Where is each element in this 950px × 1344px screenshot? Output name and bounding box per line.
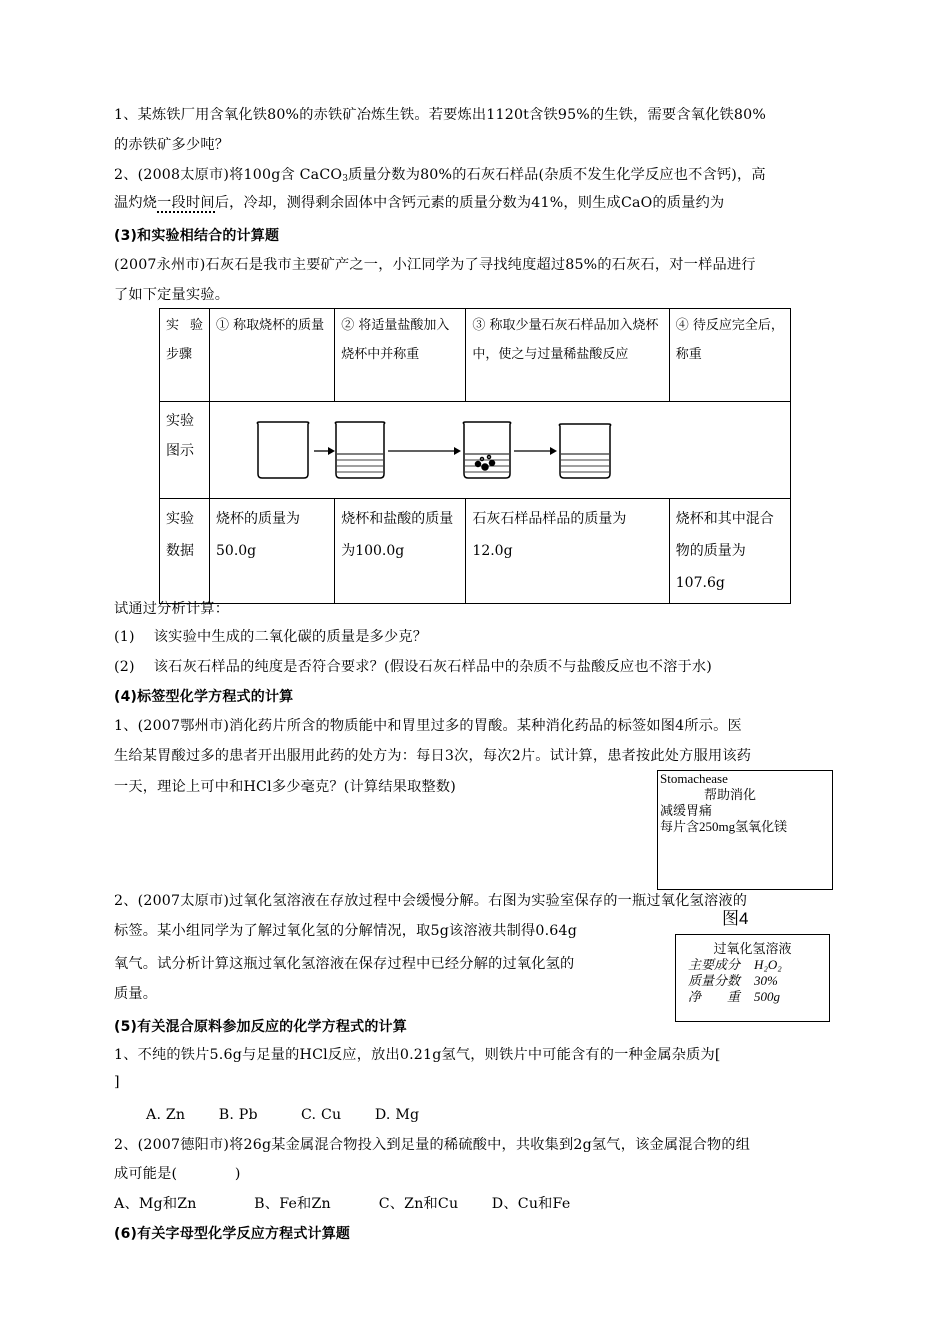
table-cell: 烧杯和盐酸的质量为100.0g xyxy=(335,499,466,604)
analysis-prompt: 试通过分析计算： xyxy=(114,601,230,617)
problem-2-line-1 xyxy=(114,164,766,184)
arrow-3 xyxy=(514,447,557,455)
question-1: (1) 该实验中生成的二氧化碳的质量是多少克？ xyxy=(114,629,428,645)
section-5-question-2-options: A、Mg和Zn B、Fe和Zn C、Zn和Cu D、Cu和Fe xyxy=(114,1196,571,1212)
section-3-heading: (3)和实验相结合的计算题 xyxy=(114,228,280,244)
section-3-intro-line-2: 了如下定量实验。 xyxy=(114,287,230,303)
experiment-diagram-cell xyxy=(210,402,791,499)
label-line: 帮助消化 xyxy=(704,787,757,802)
problem-2-text-c: 温灼烧 xyxy=(114,195,158,211)
table-row-steps xyxy=(160,309,791,402)
beaker-diagram xyxy=(210,402,790,488)
h2o2-key: 净 重 xyxy=(688,989,741,1004)
beaker-reaction xyxy=(463,422,510,478)
section-4-problem-2-line-2: 标签。某小组同学为了解过氧化氢的分解情况，取5g该溶液共制得0.64g xyxy=(114,923,578,939)
section-6-heading: (6)有关字母型化学反应方程式计算题 xyxy=(114,1226,351,1242)
section-4-problem-1-line-2: 生给某胃酸过多的患者开出服用此药的处方为：每日3次，每次2片。试计算，患者按此处方服用该药 xyxy=(114,748,752,764)
table-cell: 烧杯和其中混合物的质量为107.6g xyxy=(669,499,790,604)
h2o2-label-row xyxy=(676,973,829,989)
beaker-acid xyxy=(335,422,384,478)
question-2: (2) 该石灰石样品的纯度是否符合要求？(假设石灰石样品中的杂质不与盐酸反应也不溶于水) xyxy=(114,659,712,675)
problem-1-line-1: 1、某炼铁厂用含氧化铁80%的赤铁矿冶炼生铁。若要炼出1120t含铁95%的生铁，需要含氧化铁80% xyxy=(114,107,767,123)
h2o2-value: 30% xyxy=(754,973,778,988)
label-product-name: Stomachease xyxy=(660,771,728,786)
table-cell: 实验图示 xyxy=(160,402,210,499)
problem-2-line-2 xyxy=(114,192,724,212)
table-cell: 石灰石样品样品的质量为12.0g xyxy=(466,499,669,604)
arrow-2 xyxy=(388,447,461,455)
h2o2-value: H₂O₂ xyxy=(754,957,782,972)
experiment-table xyxy=(159,308,791,604)
h2o2-label-title: 过氧化氢溶液 xyxy=(713,941,792,956)
section-5-question-2-line-1: 2、(2007德阳市)将26g某金属混合物投入到足量的稀硫酸中，共收集到2g氢气，该金属混合物的组 xyxy=(114,1137,751,1153)
section-4-problem-2-line-3: 氧气。试分析计算这瓶过氧化氢溶液在保存过程中已经分解的过氧化氢的 xyxy=(114,956,575,972)
section-3-intro-line-1: (2007永州市)石灰石是我市主要矿产之一，小江同学为了寻找纯度超过85%的石灰石，对一样品进行 xyxy=(114,257,756,273)
table-cell: ④ 待反应完全后，称重 xyxy=(669,309,790,402)
h2o2-label-row xyxy=(676,989,829,1005)
section-5-heading: (5)有关混合原料参加反应的化学方程式的计算 xyxy=(114,1019,407,1035)
section-5-question-1-line-1: 1、不纯的铁片5.6g与足量的HCl反应，放出0.21g氢气，则铁片中可能含有的一种金属杂质为[ xyxy=(114,1047,721,1063)
medicine-label xyxy=(657,770,833,890)
table-cell: ③ 称取少量石灰石样品加入烧杯中，使之与过量稀盐酸反应 xyxy=(466,309,669,402)
problem-2-text-a: 2、(2008太原市)将100g含 CaCO xyxy=(114,167,343,183)
section-4-problem-2-line-1: 2、(2007太原市)过氧化氢溶液在存放过程中会缓慢分解。右图为实验室保存的一瓶过氧化氢溶液的 xyxy=(114,893,748,909)
section-4-problem-2-line-4: 质量。 xyxy=(114,986,158,1002)
section-5-question-2-line-2: 成可能是( ) xyxy=(114,1166,241,1182)
h2o2-key: 主要成分 xyxy=(688,957,741,972)
h2o2-label-row xyxy=(676,957,829,973)
section-4-heading: (4)标签型化学方程式的计算 xyxy=(114,689,294,705)
h2o2-value: 500g xyxy=(754,989,781,1004)
table-row-data xyxy=(160,499,791,604)
section-5-question-1-line-2: ] xyxy=(114,1074,120,1090)
beaker-empty xyxy=(257,422,308,478)
table-cell: 烧杯的质量为50.0g xyxy=(210,499,335,604)
h2o2-key: 质量分数 xyxy=(688,973,741,988)
table-row-diagram xyxy=(160,402,791,499)
table-cell: 实 验步骤 xyxy=(160,309,210,402)
problem-2-text-b: 质量分数为80%的石灰石样品(杂质不发生化学反应也不含钙)，高 xyxy=(348,167,766,183)
caco3-subscript: 3 xyxy=(342,174,349,184)
section-4-problem-1-line-1: 1、(2007鄂州市)消化药片所含的物质能中和胃里过多的胃酸。某种消化药品的标签如图4所示。医 xyxy=(114,718,742,734)
table-cell: 实验数据 xyxy=(160,499,210,604)
section-4-problem-1-line-3: 一天，理论上可中和HCl多少毫克？(计算结果取整数) xyxy=(114,779,456,795)
beaker-final xyxy=(559,424,610,478)
label-line: 每片含250mg氢氧化镁 xyxy=(660,819,788,834)
figure-4-caption: 图4 xyxy=(722,909,749,928)
section-5-question-1-options: A. Zn B. Pb C. Cu D. Mg xyxy=(146,1107,420,1123)
arrow-1 xyxy=(314,447,335,455)
h2o2-label xyxy=(675,934,830,1022)
problem-2-text-d: 后，冷却，测得剩余固体中含钙元素的质量分数为41%，则生成CaO的质量约为 xyxy=(214,195,725,211)
table-cell: ② 将适量盐酸加入烧杯中并称重 xyxy=(335,309,466,402)
label-line: 减缓胃痛 xyxy=(660,803,713,818)
emphasis-dotted: 一段时间 xyxy=(157,195,215,211)
table-cell: ① 称取烧杯的质量 xyxy=(210,309,335,402)
problem-1-line-2: 的赤铁矿多少吨？ xyxy=(114,137,230,153)
